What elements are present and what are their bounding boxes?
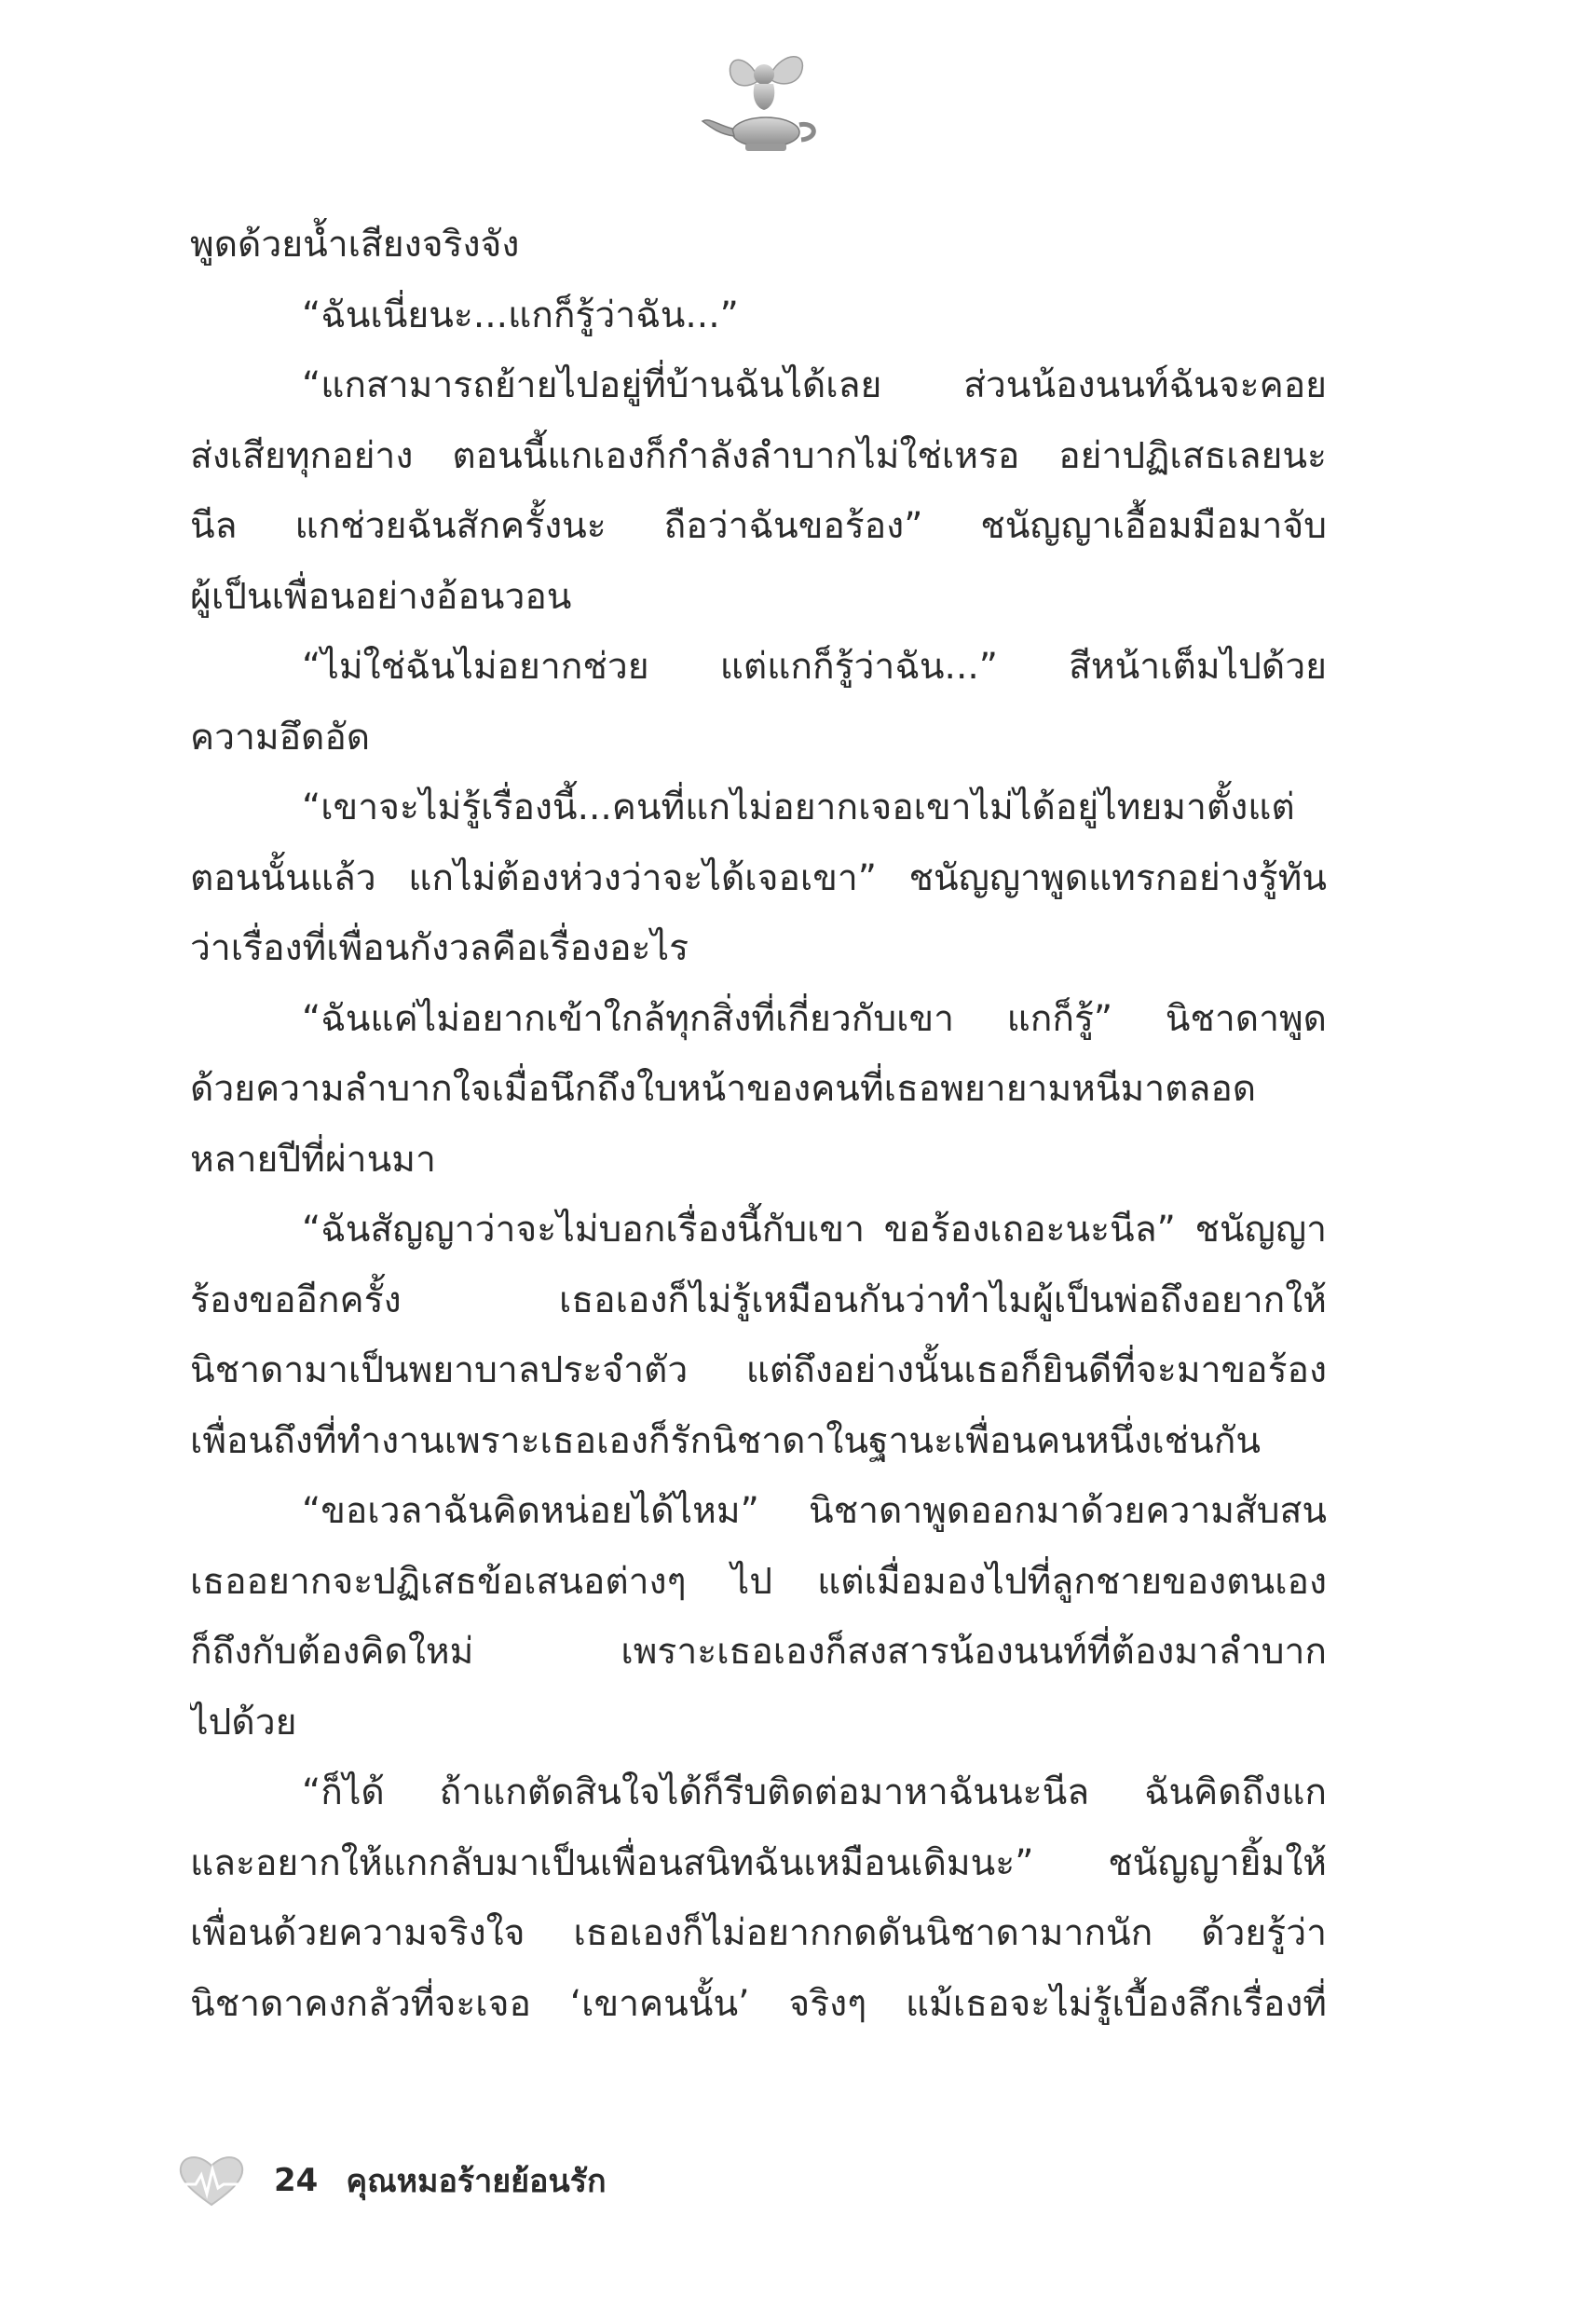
page-footer — [177, 2148, 607, 2213]
body-text — [190, 210, 1327, 2039]
page-number: 24 — [274, 2162, 319, 2199]
cupid-teapot-ornament-icon — [689, 47, 839, 158]
body-line: ส่งเสียทุกอย่าง ตอนนี้แกเองก็กำลังลำบากไม่ใช่เหรอ อย่าปฏิเสธเลยนะ — [190, 434, 1327, 477]
body-line: นีล แกช่วยฉันสักครั้งนะ ถือว่าฉันขอร้อง” ชนัญญาเอื้อมมือมาจับ — [190, 505, 1327, 547]
body-line: “ขอเวลาฉันคิดหน่อยได้ไหม” นิชาดาพูดออกมาด้วยความสับสน — [302, 1490, 1327, 1532]
book-title: คุณหมอร้ายย้อนรัก — [346, 2163, 607, 2200]
body-line: ด้วยความลำบากใจเมื่อนึกถึงใบหน้าของคนที่เธอพยายามหนีมาตลอด — [190, 1068, 1257, 1110]
body-line: นิชาดาคงกลัวที่จะเจอ ‘เขาคนนั้น’ จริงๆ แม้เธอจะไม่รู้เบื้องลึกเรื่องที่ — [190, 1982, 1327, 2025]
body-line: “ฉันเนี่ยนะ...แกก็รู้ว่าฉัน...” — [302, 294, 739, 336]
body-line: ว่าเรื่องที่เพื่อนกังวลคือเรื่องอะไร — [190, 927, 689, 969]
heartbeat-heart-icon — [177, 2153, 246, 2208]
body-line: หลายปีที่ผ่านมา — [190, 1138, 436, 1181]
body-line: ไปด้วย — [190, 1701, 297, 1744]
body-line: “แกสามารถย้ายไปอยู่ที่บ้านฉันได้เลย ส่วนน้องนนท์ฉันจะคอย — [302, 364, 1327, 406]
body-line: เธออยากจะปฏิเสธข้อเสนอต่างๆ ไป แต่เมื่อมองไปที่ลูกชายของตนเอง — [190, 1560, 1327, 1603]
body-line: ความอึดอัด — [190, 716, 371, 759]
body-line: ผู้เป็นเพื่อนอย่างอ้อนวอน — [190, 575, 572, 618]
body-line: “ฉันแค่ไม่อยากเข้าใกล้ทุกสิ่งที่เกี่ยวกับเขา แกก็รู้” นิชาดาพูด — [302, 997, 1327, 1040]
body-line: เพื่อนด้วยความจริงใจ เธอเองก็ไม่อยากกดดันนิชาดามากนัก ด้วยรู้ว่า — [190, 1912, 1327, 1954]
body-line: ก็ถึงกับต้องคิดใหม่ เพราะเธอเองก็สงสารน้องนนท์ที่ต้องมาลำบาก — [190, 1631, 1327, 1673]
body-line: “ก็ได้ ถ้าแกตัดสินใจได้ก็รีบติดต่อมาหาฉันนะนีล ฉันคิดถึงแก — [302, 1771, 1327, 1813]
body-line: เพื่อนถึงที่ทำงานเพราะเธอเองก็รักนิชาดาในฐานะเพื่อนคนหนึ่งเช่นกัน — [190, 1419, 1262, 1462]
body-line: ตอนนั้นแล้ว แกไม่ต้องห่วงว่าจะได้เจอเขา” ชนัญญาพูดแทรกอย่างรู้ทัน — [190, 856, 1327, 899]
body-line: ร้องขออีกครั้ง เธอเองก็ไม่รู้เหมือนกันว่าทำไมผู้เป็นพ่อถึงอยากให้ — [190, 1279, 1327, 1321]
body-line: และอยากให้แกกลับมาเป็นเพื่อนสนิทฉันเหมือนเดิมนะ” ชนัญญายิ้มให้ — [190, 1841, 1327, 1884]
body-line: “ไม่ใช่ฉันไม่อยากช่วย แต่แกก็รู้ว่าฉัน...” สีหน้าเต็มไปด้วย — [302, 646, 1327, 688]
body-line: “ฉันสัญญาว่าจะไม่บอกเรื่องนี้กับเขา ขอร้องเถอะนะนีล” ชนัญญา — [302, 1209, 1327, 1251]
body-line: “เขาจะไม่รู้เรื่องนี้...คนที่แกไม่อยากเจอเขาไม่ได้อยู่ไทยมาตั้งแต่ — [302, 786, 1295, 828]
body-line: พูดด้วยน้ำเสียงจริงจัง — [190, 224, 520, 266]
body-line: นิชาดามาเป็นพยาบาลประจำตัว แต่ถึงอย่างนั้นเธอก็ยินดีที่จะมาขอร้อง — [190, 1349, 1327, 1391]
